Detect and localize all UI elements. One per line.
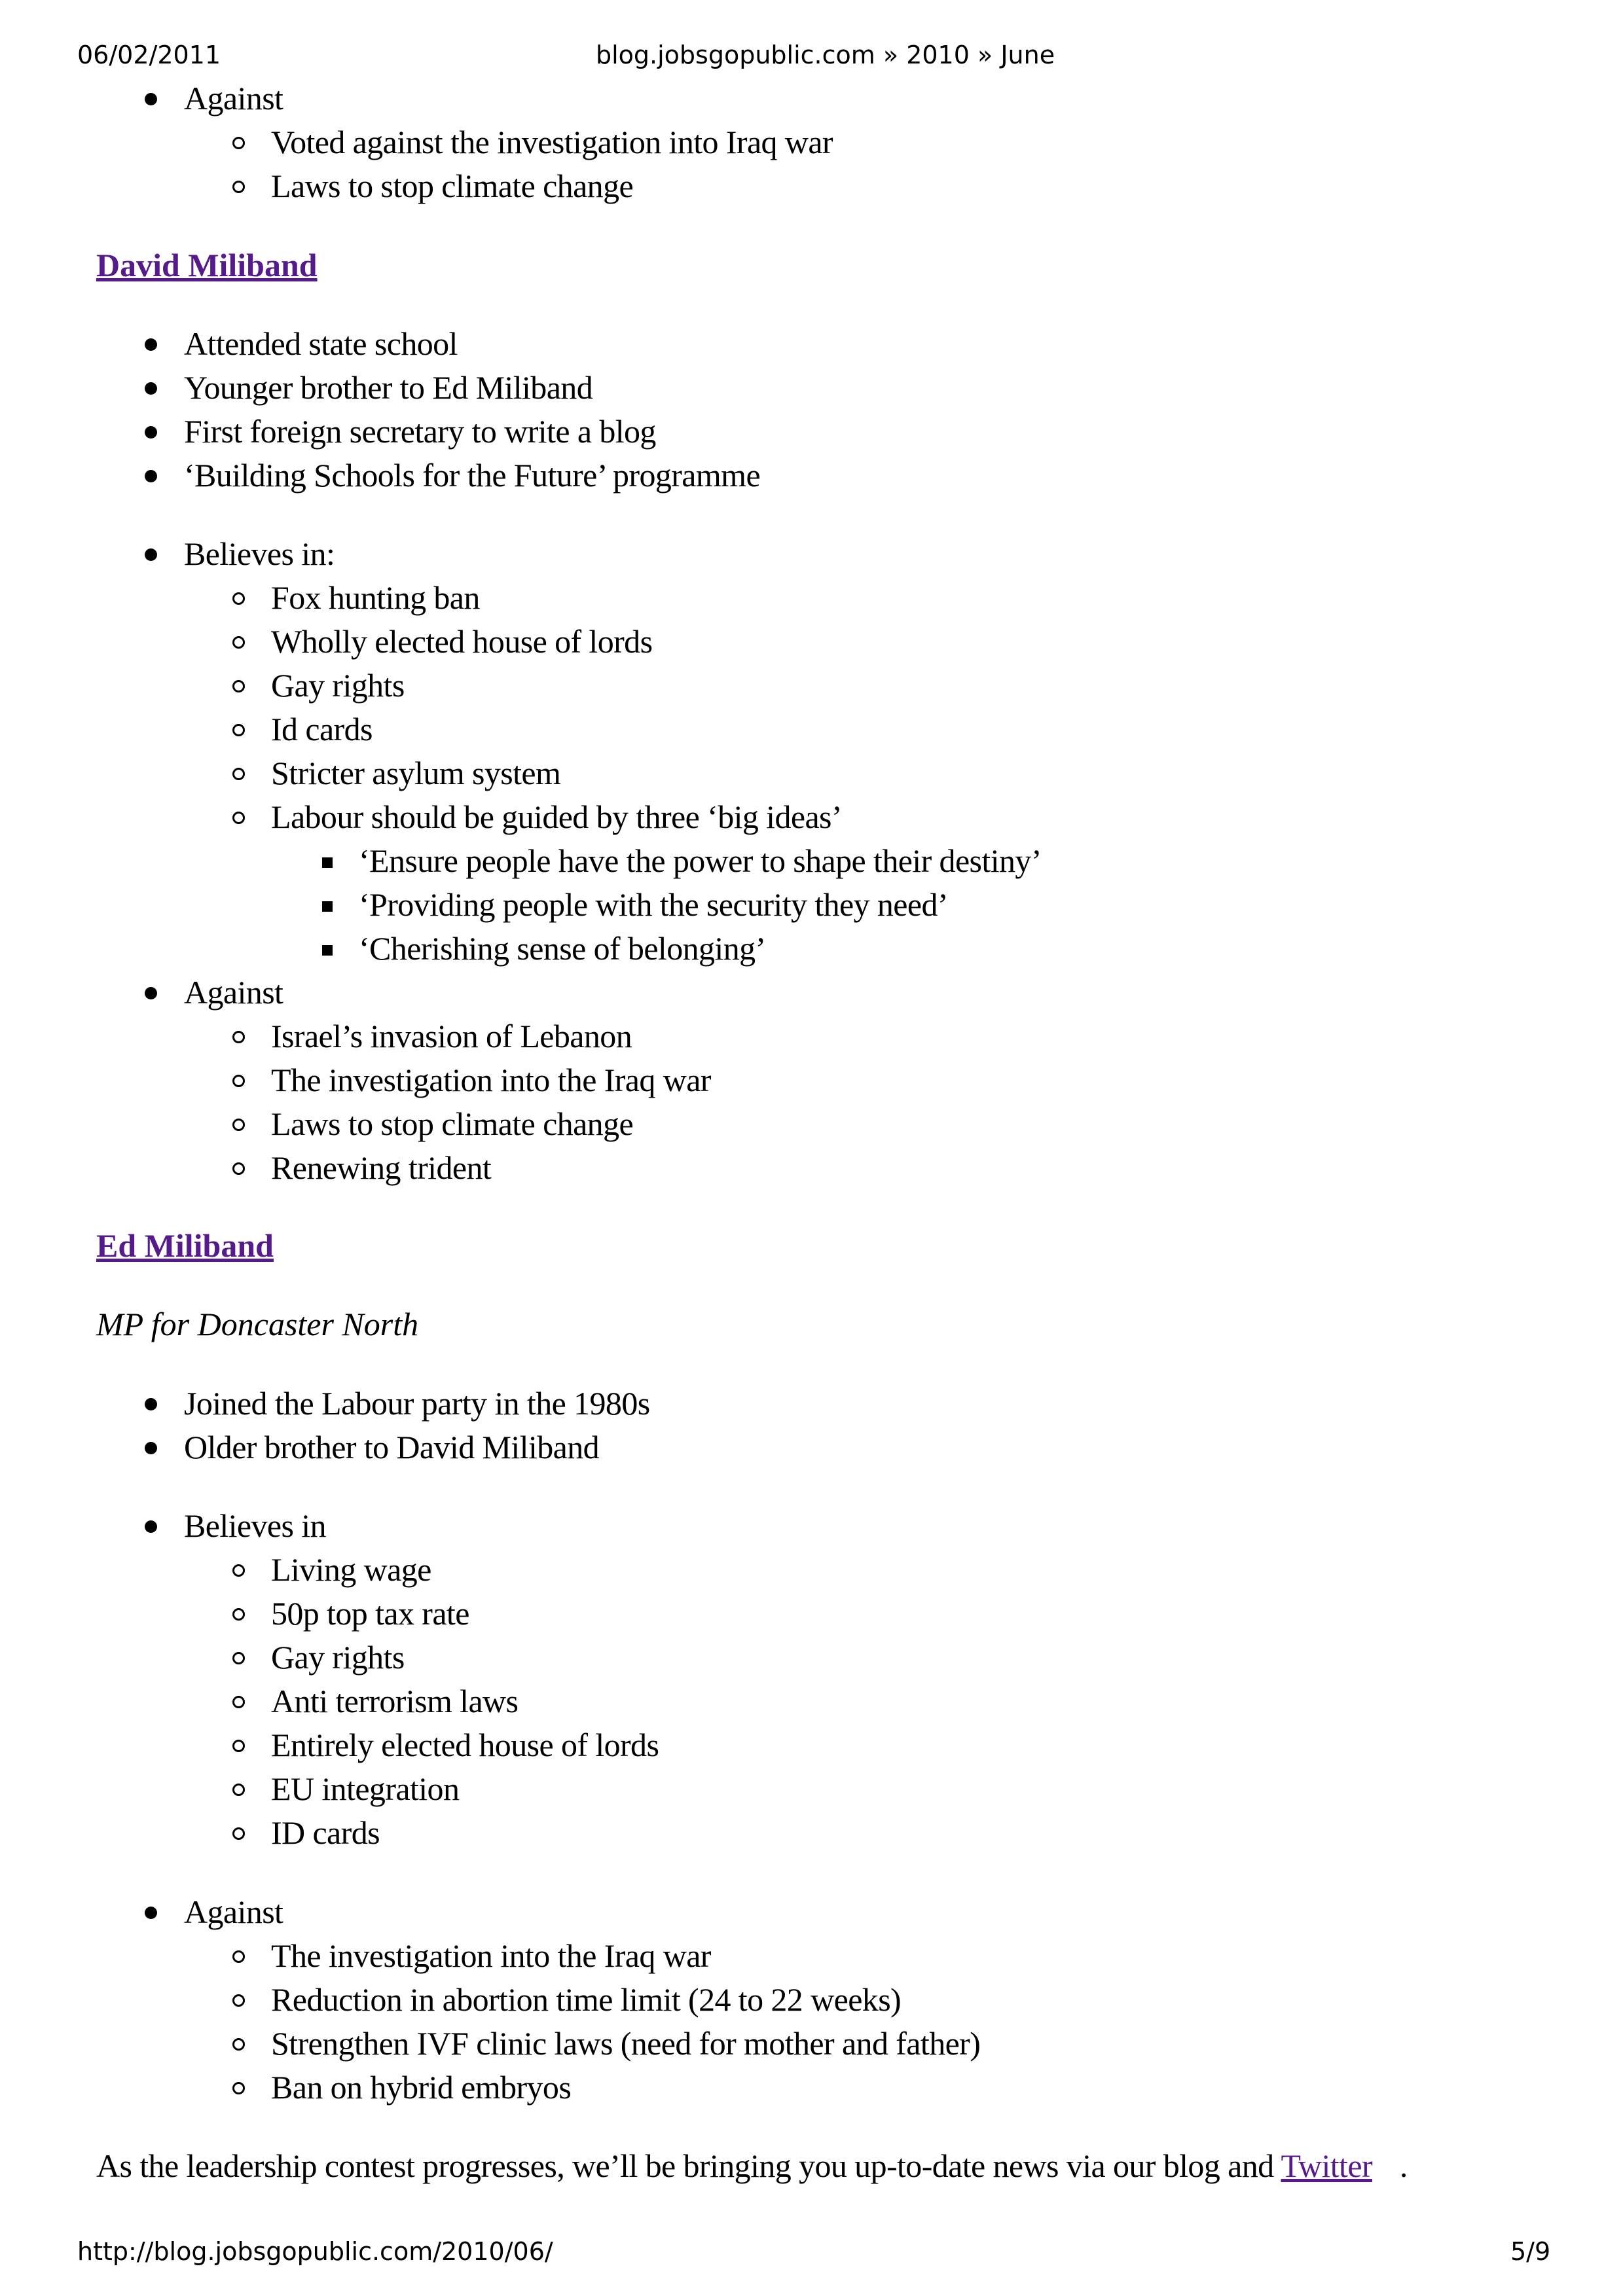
list-item: Fox hunting ban: [271, 579, 480, 616]
list-item: 50p top tax rate: [271, 1595, 469, 1632]
bullet-disc: [145, 987, 157, 999]
bullet-circle: [232, 1119, 245, 1131]
bullet-circle: [232, 2082, 245, 2094]
print-url: http://blog.jobsgopublic.com/2010/06/: [77, 2237, 553, 2266]
bullet-circle: [232, 1608, 245, 1621]
bullet-circle: [232, 137, 245, 149]
bullet-circle: [232, 636, 245, 649]
bullet-disc: [145, 426, 157, 439]
bullet-circle: [232, 1827, 245, 1840]
print-date: 06/02/2011: [77, 41, 221, 69]
list-item: Gay rights: [271, 667, 405, 704]
list-item: ID cards: [271, 1814, 380, 1851]
bullet-circle: [232, 768, 245, 780]
bullet-disc: [145, 338, 157, 351]
list-item: Entirely elected house of lords: [271, 1727, 659, 1763]
bullet-disc: [145, 1907, 157, 1919]
list-item: Gay rights: [271, 1639, 405, 1676]
bullet-circle: [232, 1784, 245, 1796]
list-item-against: Against: [184, 974, 283, 1011]
bullet-circle: [232, 181, 245, 193]
print-breadcrumb: blog.jobsgopublic.com » 2010 » June: [596, 41, 1055, 69]
list-item: Id cards: [271, 711, 373, 747]
bullet-circle: [232, 812, 245, 824]
ed-miliband-heading-link[interactable]: Ed Miliband: [96, 1227, 274, 1264]
list-item: ‘Cherishing sense of belonging’: [359, 930, 766, 967]
list-item: Laws to stop climate change: [271, 168, 634, 204]
list-item: EU integration: [271, 1770, 460, 1807]
bullet-circle: [232, 724, 245, 736]
bullet-square: [322, 857, 333, 868]
list-item: Stricter asylum system: [271, 755, 561, 791]
bullet-circle: [232, 1696, 245, 1708]
bullet-disc: [145, 548, 157, 561]
list-item: Wholly elected house of lords: [271, 623, 653, 660]
twitter-link[interactable]: Twitter: [1281, 2147, 1372, 2184]
bullet-circle: [232, 1740, 245, 1752]
list-item: First foreign secretary to write a blog: [184, 413, 656, 450]
bullet-disc: [145, 1520, 157, 1533]
list-item: ‘Building Schools for the Future’ programme: [184, 457, 761, 493]
list-item: Laws to stop climate change: [271, 1105, 634, 1142]
list-item: Renewing trident: [271, 1149, 492, 1186]
bullet-square: [322, 945, 333, 956]
list-item: Joined the Labour party in the 1980s: [184, 1385, 650, 1422]
list-item: Reduction in abortion time limit (24 to 22 weeks): [271, 1981, 902, 2018]
closing-text: As the leadership contest progresses, we’ll be bringing you up-to-date news via our blog and: [96, 2147, 1274, 2184]
list-item-against: Against: [184, 1893, 283, 1930]
bullet-circle: [232, 1564, 245, 1577]
list-item-against: Against: [184, 80, 283, 117]
list-item: The investigation into the Iraq war: [271, 1062, 711, 1098]
bullet-circle: [232, 1994, 245, 2007]
bullet-circle: [232, 1162, 245, 1175]
bullet-circle: [232, 680, 245, 692]
list-item: Older brother to David Miliband: [184, 1429, 600, 1465]
list-item: Voted against the investigation into Iraq war: [271, 124, 833, 160]
ed-subtitle: MP for Doncaster North: [96, 1306, 419, 1342]
closing-paragraph: [96, 2147, 1408, 2185]
page-number: 5/9: [1510, 2237, 1551, 2266]
bullet-circle: [232, 1950, 245, 1963]
list-item: Anti terrorism laws: [271, 1683, 519, 1719]
bullet-circle: [232, 1075, 245, 1087]
list-item: The investigation into the Iraq war: [271, 1937, 711, 1974]
list-item: Younger brother to Ed Miliband: [184, 369, 593, 406]
list-item: Ban on hybrid embryos: [271, 2069, 572, 2106]
list-item: Strengthen IVF clinic laws (need for mother and father): [271, 2025, 981, 2062]
bullet-circle: [232, 2038, 245, 2051]
closing-period: .: [1399, 2147, 1408, 2184]
bullet-disc: [145, 1398, 157, 1410]
bullet-disc: [145, 382, 157, 395]
list-item-believes: Believes in:: [184, 535, 335, 572]
bullet-circle: [232, 592, 245, 605]
david-miliband-heading-link[interactable]: David Miliband: [96, 247, 318, 283]
bullet-disc: [145, 1442, 157, 1454]
bullet-circle: [232, 1652, 245, 1664]
list-item: Labour should be guided by three ‘big ideas’: [271, 798, 842, 835]
bullet-disc: [145, 470, 157, 482]
list-item: ‘Ensure people have the power to shape their destiny’: [359, 842, 1042, 879]
bullet-square: [322, 901, 333, 912]
list-item: Israel’s invasion of Lebanon: [271, 1018, 632, 1054]
list-item: Attended state school: [184, 325, 458, 362]
bullet-disc: [145, 93, 157, 105]
list-item: ‘Providing people with the security they need’: [359, 886, 948, 923]
bullet-circle: [232, 1031, 245, 1043]
list-item: Living wage: [271, 1551, 431, 1588]
list-item-believes: Believes in: [184, 1507, 326, 1544]
